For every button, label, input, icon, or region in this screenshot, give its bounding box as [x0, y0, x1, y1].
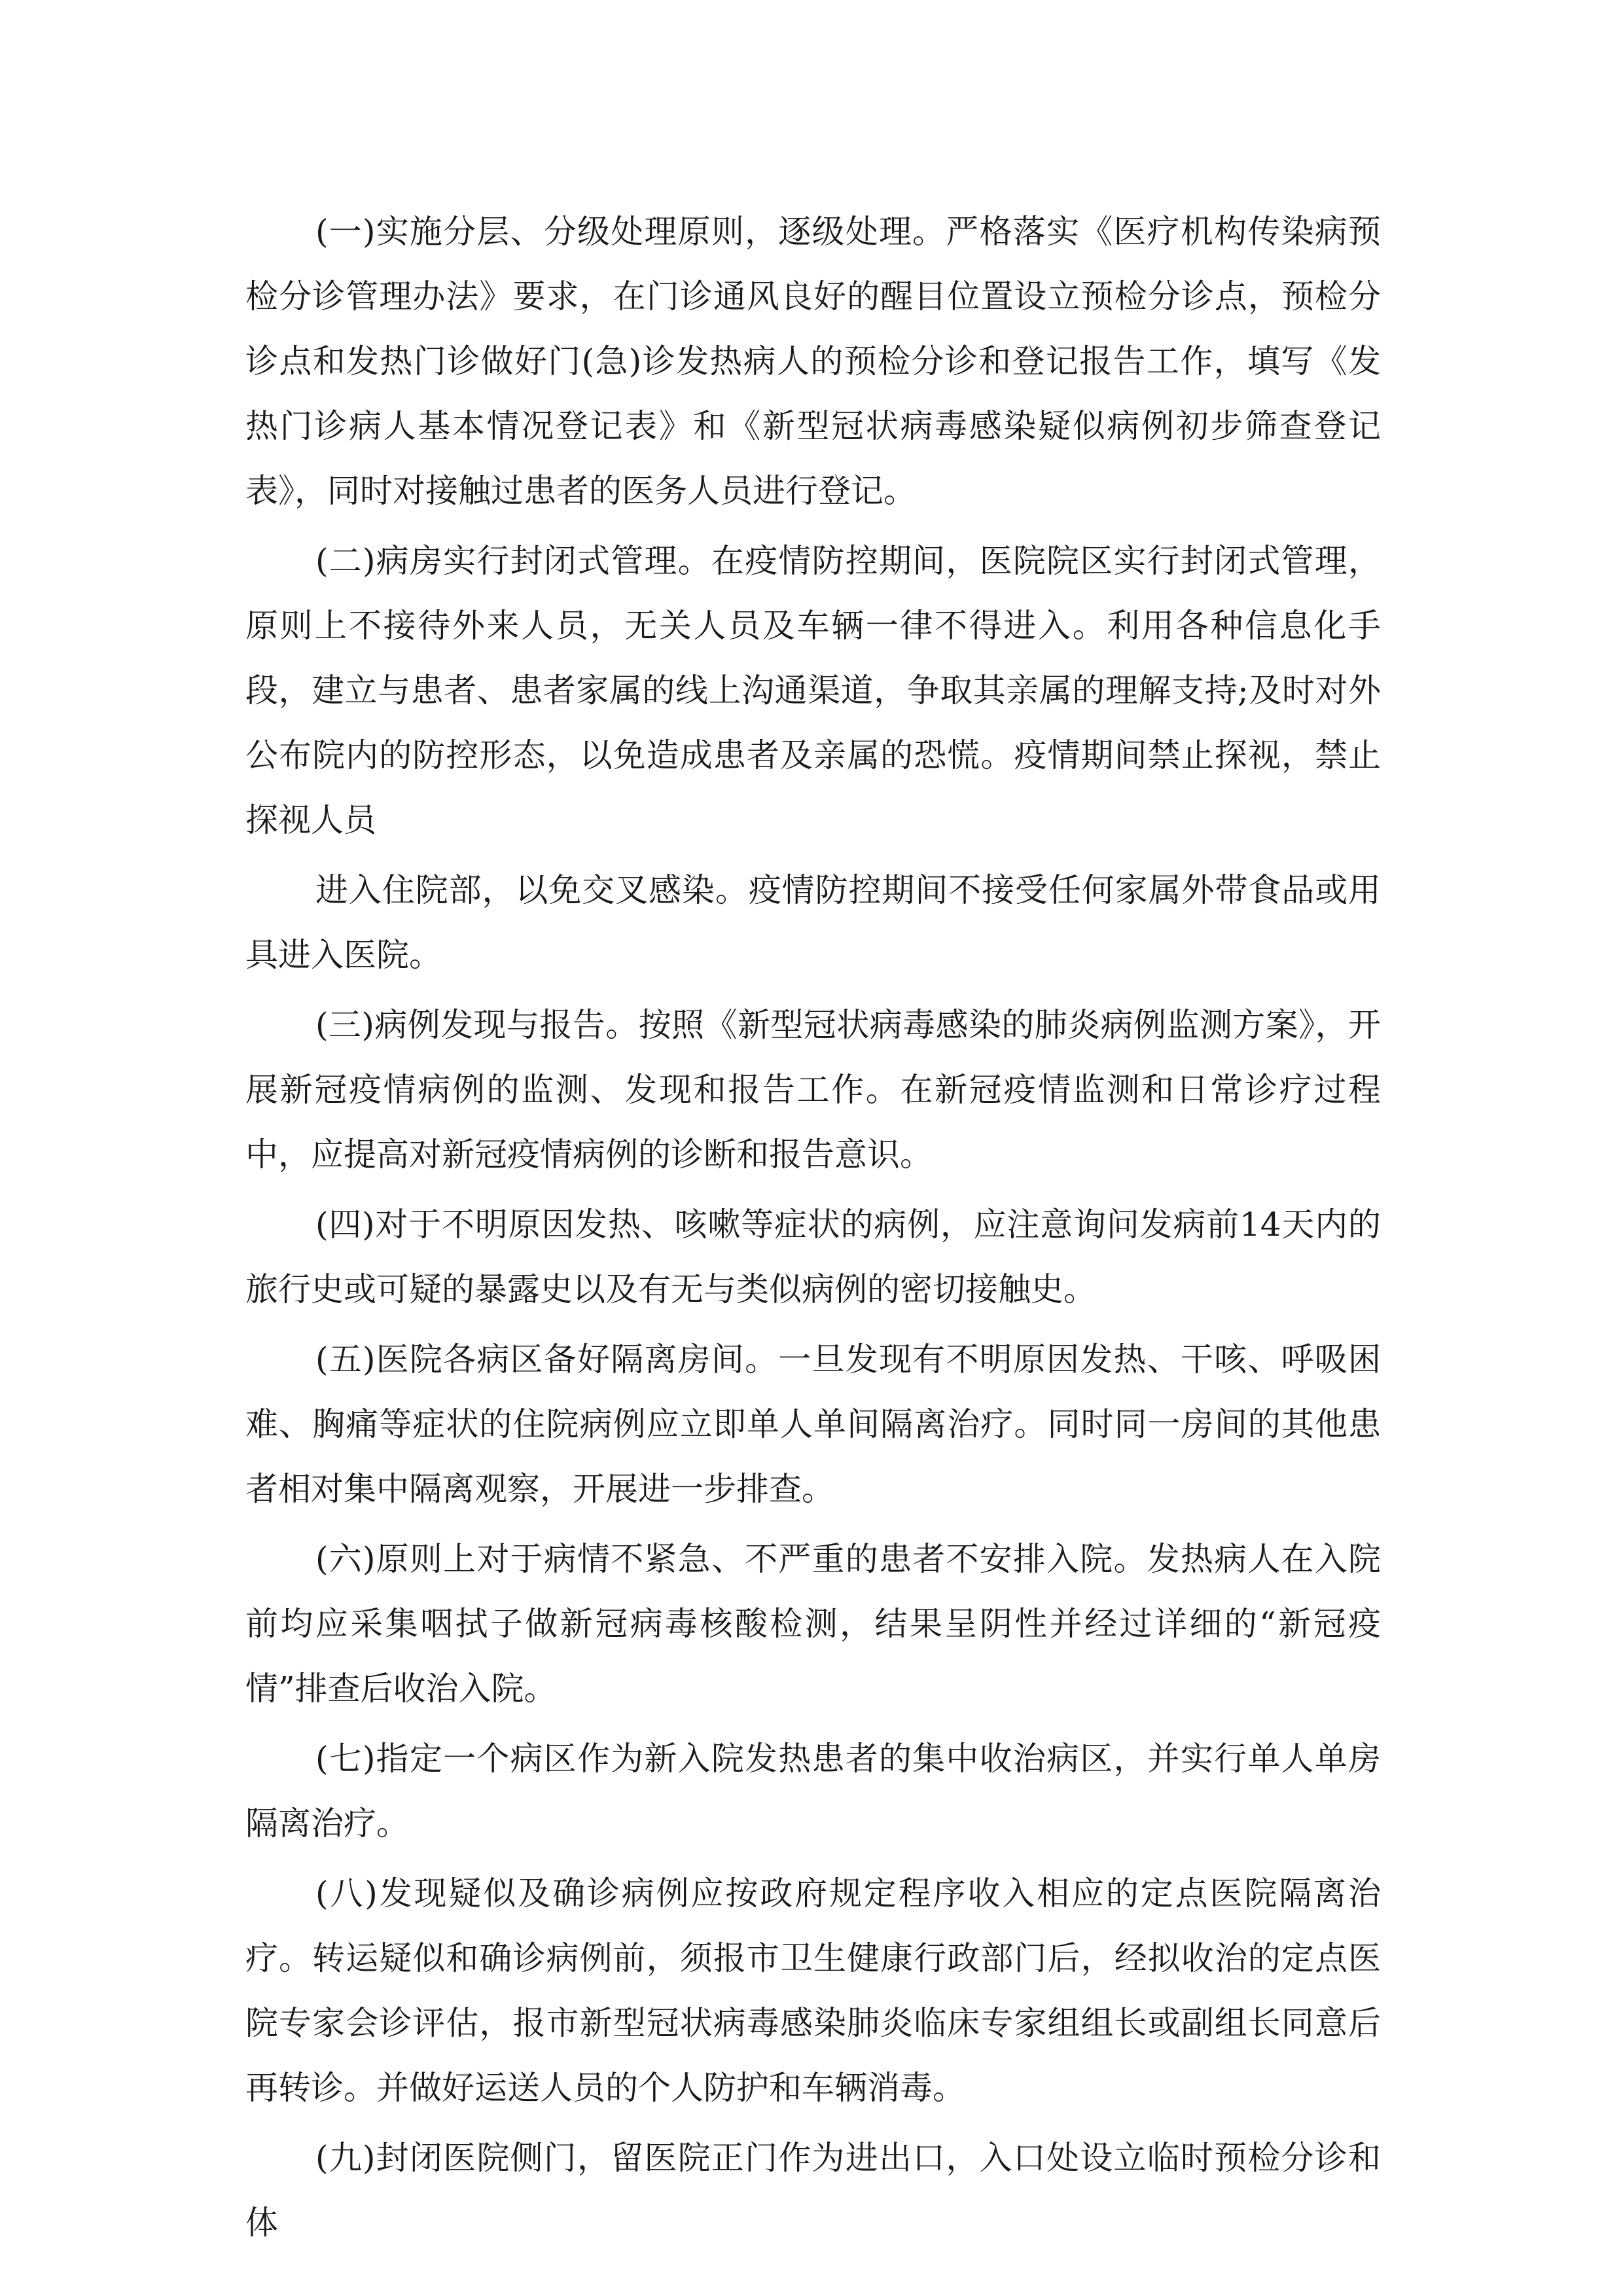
paragraph-6: (六)原则上对于病情不紧急、不严重的患者不安排入院。发热病人在入院前均应采集咽拭子做新冠病毒核酸检测，结果呈阴性并经过详细的“新冠疫情”排查后收治入院。 [245, 1540, 1381, 1708]
paragraph-4: (四)对于不明原因发热、咳嗽等症状的病例，应注意询问发病前14天内的旅行史或可疑的暴露史以及有无与类似病例的密切接触史。 [245, 1206, 1381, 1308]
paragraph-2: (二)病房实行封闭式管理。在疫情防控期间，医院院区实行封闭式管理，原则上不接待外来人员，无关人员及车辆一律不得进入。利用各种信息化手段，建立与患者、患者家属的线上沟通渠道，争取其亲属的理解支持;及时对外公布院内的防控形态，以免造成患者及亲属的恐慌。疫情期间禁止探视，禁止探视人员 [245, 542, 1381, 839]
paragraph-9: (九)封闭医院侧门，留医院正门作为进出口，入口处设立临时预检分诊和体 [245, 2139, 1381, 2242]
paragraph-1: (一)实施分层、分级处理原则，逐级处理。严格落实《医疗机构传染病预检分诊管理办法》要求，在门诊通风良好的醒目位置设立预检分诊点，预检分诊点和发热门诊做好门(急)诊发热病人的预检分诊和登记报告工作，填写《发热门诊病人基本情况登记表》和《新型冠状病毒感染疑似病例初步筛查登记表》，同时对接触过患者的医务人员进行登记。 [245, 213, 1381, 510]
paragraph-7: (七)指定一个病区作为新入院发热患者的集中收治病区，并实行单人单房隔离治疗。 [245, 1740, 1381, 1842]
paragraph-3: (三)病例发现与报告。按照《新型冠状病毒感染的肺炎病例监测方案》，开展新冠疫情病例的监测、发现和报告工作。在新冠疫情监测和日常诊疗过程中，应提高对新冠疫情病例的诊断和报告意识。 [245, 1006, 1381, 1174]
document-body [245, 200, 1381, 2261]
paragraph-8: (八)发现疑似及确诊病例应按政府规定程序收入相应的定点医院隔离治疗。转运疑似和确诊病例前，须报市卫生健康行政部门后，经拟收治的定点医院专家会诊评估，报市新型冠状病毒感染肺炎临床专家组组长或副组长同意后再转诊。并做好运送人员的个人防护和车辆消毒。 [245, 1874, 1381, 2107]
paragraph-5: (五)医院各病区备好隔离房间。一旦发现有不明原因发热、干咳、呼吸困难、胸痛等症状的住院病例应立即单人单间隔离治疗。同时同一房间的其他患者相对集中隔离观察，开展进一步排查。 [245, 1340, 1381, 1508]
paragraph-2-continuation: 进入住院部，以免交叉感染。疫情防控期间不接受任何家属外带食品或用具进入医院。 [245, 871, 1381, 974]
